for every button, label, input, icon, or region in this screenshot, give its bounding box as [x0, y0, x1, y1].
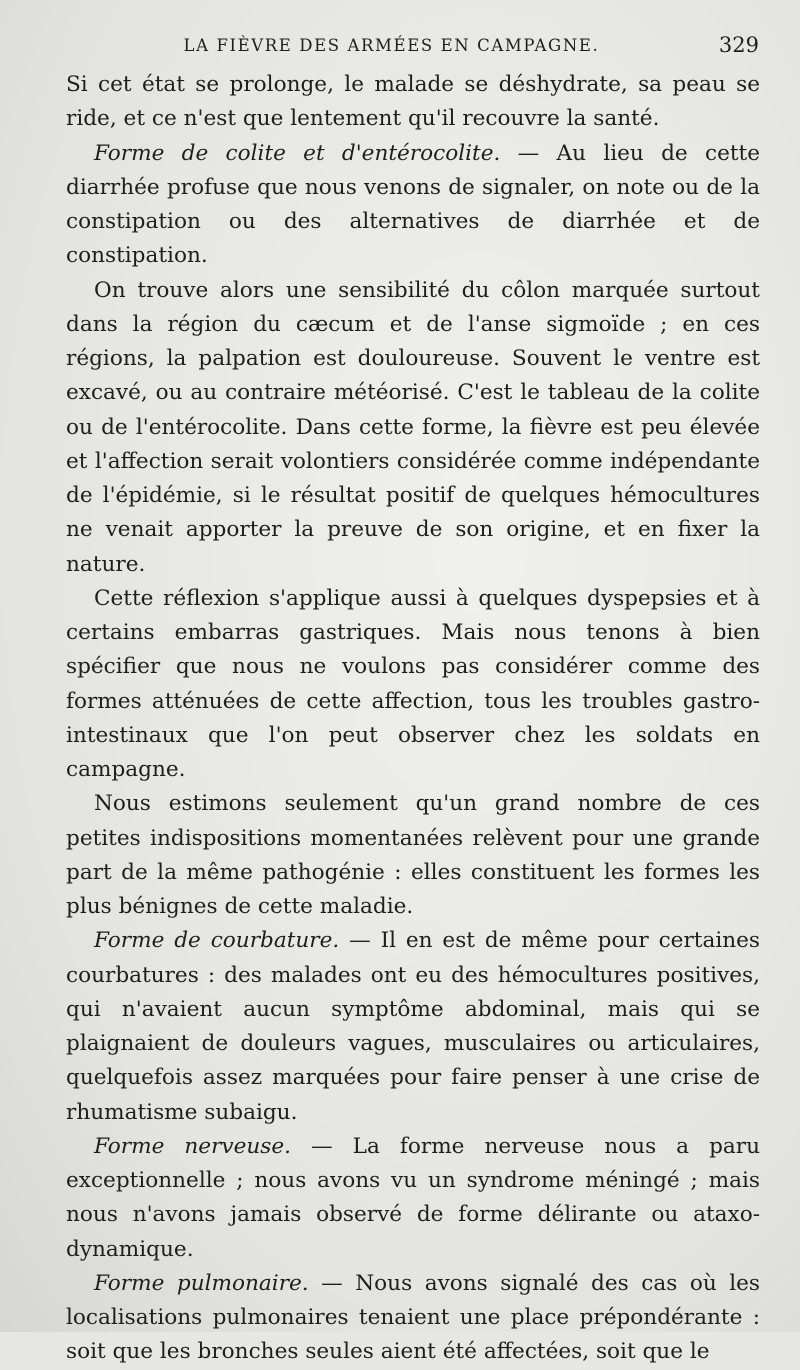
paragraph-text: — La forme nerveuse nous a paru exceptionnelle ; nous avons vu un syndrome méningé ; mais nous n'avons jamais observé de forme délirante ou ataxo-dynamique. — [66, 1133, 760, 1262]
paragraph — [66, 1267, 760, 1370]
paragraph-text: Nous estimons seulement qu'un grand nombre de ces petites indispositions momentanées relèvent pour une grande part de la même pathogénie : elles constituent les formes les plus bénignes de cette maladie. — [66, 791, 760, 919]
section-heading: Forme de colite et d'entérocolite. — [94, 140, 501, 166]
paragraph — [66, 924, 760, 1130]
paragraph-text: On trouve alors une sensibilité du côlon marquée surtout dans la région du cæcum et de l'anse sigmoïde ; en ces régions, la palpation est douloureuse. Souvent le ventre est excavé, ou au contraire météorisé. C'est le tableau de la colite ou de l'entérocolite. Dans cette forme, la fièvre est peu élevée et l'affection serait volontiers considérée comme indépendante de l'épidémie, si le résultat positif de quelques hémocultures ne venait apporter la preuve de son origine, et en fixer la nature. — [66, 277, 760, 577]
paragraph-text: Si cet état se prolonge, le malade se déshydrate, sa peau se ride, et ce n'est que lentement qu'il recouvre la santé. — [66, 72, 760, 132]
page-number: 329 — [718, 33, 759, 57]
running-header — [64, 30, 759, 60]
paragraph-text: — Nous avons signalé des cas où les localisations pulmonaires tenaient une place prépondérante : soit que les bronches seules aient été affectées, soit que le — [66, 1270, 761, 1365]
paragraph-text: Cette réflexion s'applique aussi à quelques dyspepsies et à certains embarras gastriques. Mais nous tenons à bien spécifier que nous ne voulons pas considérer comme des formes atténuées de cette affection, tous les troubles gastro-intestinaux que l'on peut observer chez les soldats en campagne. — [66, 585, 760, 782]
paragraph — [66, 787, 760, 924]
paragraph — [66, 274, 760, 582]
section-heading: Forme de courbature. — [94, 928, 340, 954]
paragraph — [66, 137, 760, 274]
paragraph-text: — Au lieu de cette diarrhée profuse que nous venons de signaler, on note ou de la constipation ou des alternatives de diarrhée et de constipation. — [66, 140, 760, 269]
paragraph — [66, 582, 760, 788]
section-heading: Forme nerveuse. — [94, 1133, 292, 1159]
running-title: LA FIÈVRE DES ARMÉES EN CAMPAGNE. — [183, 35, 600, 55]
paragraph — [66, 68, 760, 137]
paragraph-text: — Il en est de même pour certaines courbatures : des malades ont eu des hémocultures positives, qui n'avaient aucun symptôme abdominal, mais qui se plaignaient de douleurs vagues, musculaires ou articulaires, quelquefois assez marquées pour faire penser à une crise de rhumatisme subaigu. — [66, 928, 760, 1125]
body-text — [66, 68, 760, 1370]
section-heading: Forme pulmonaire. — [94, 1270, 309, 1296]
paragraph — [66, 1130, 760, 1267]
